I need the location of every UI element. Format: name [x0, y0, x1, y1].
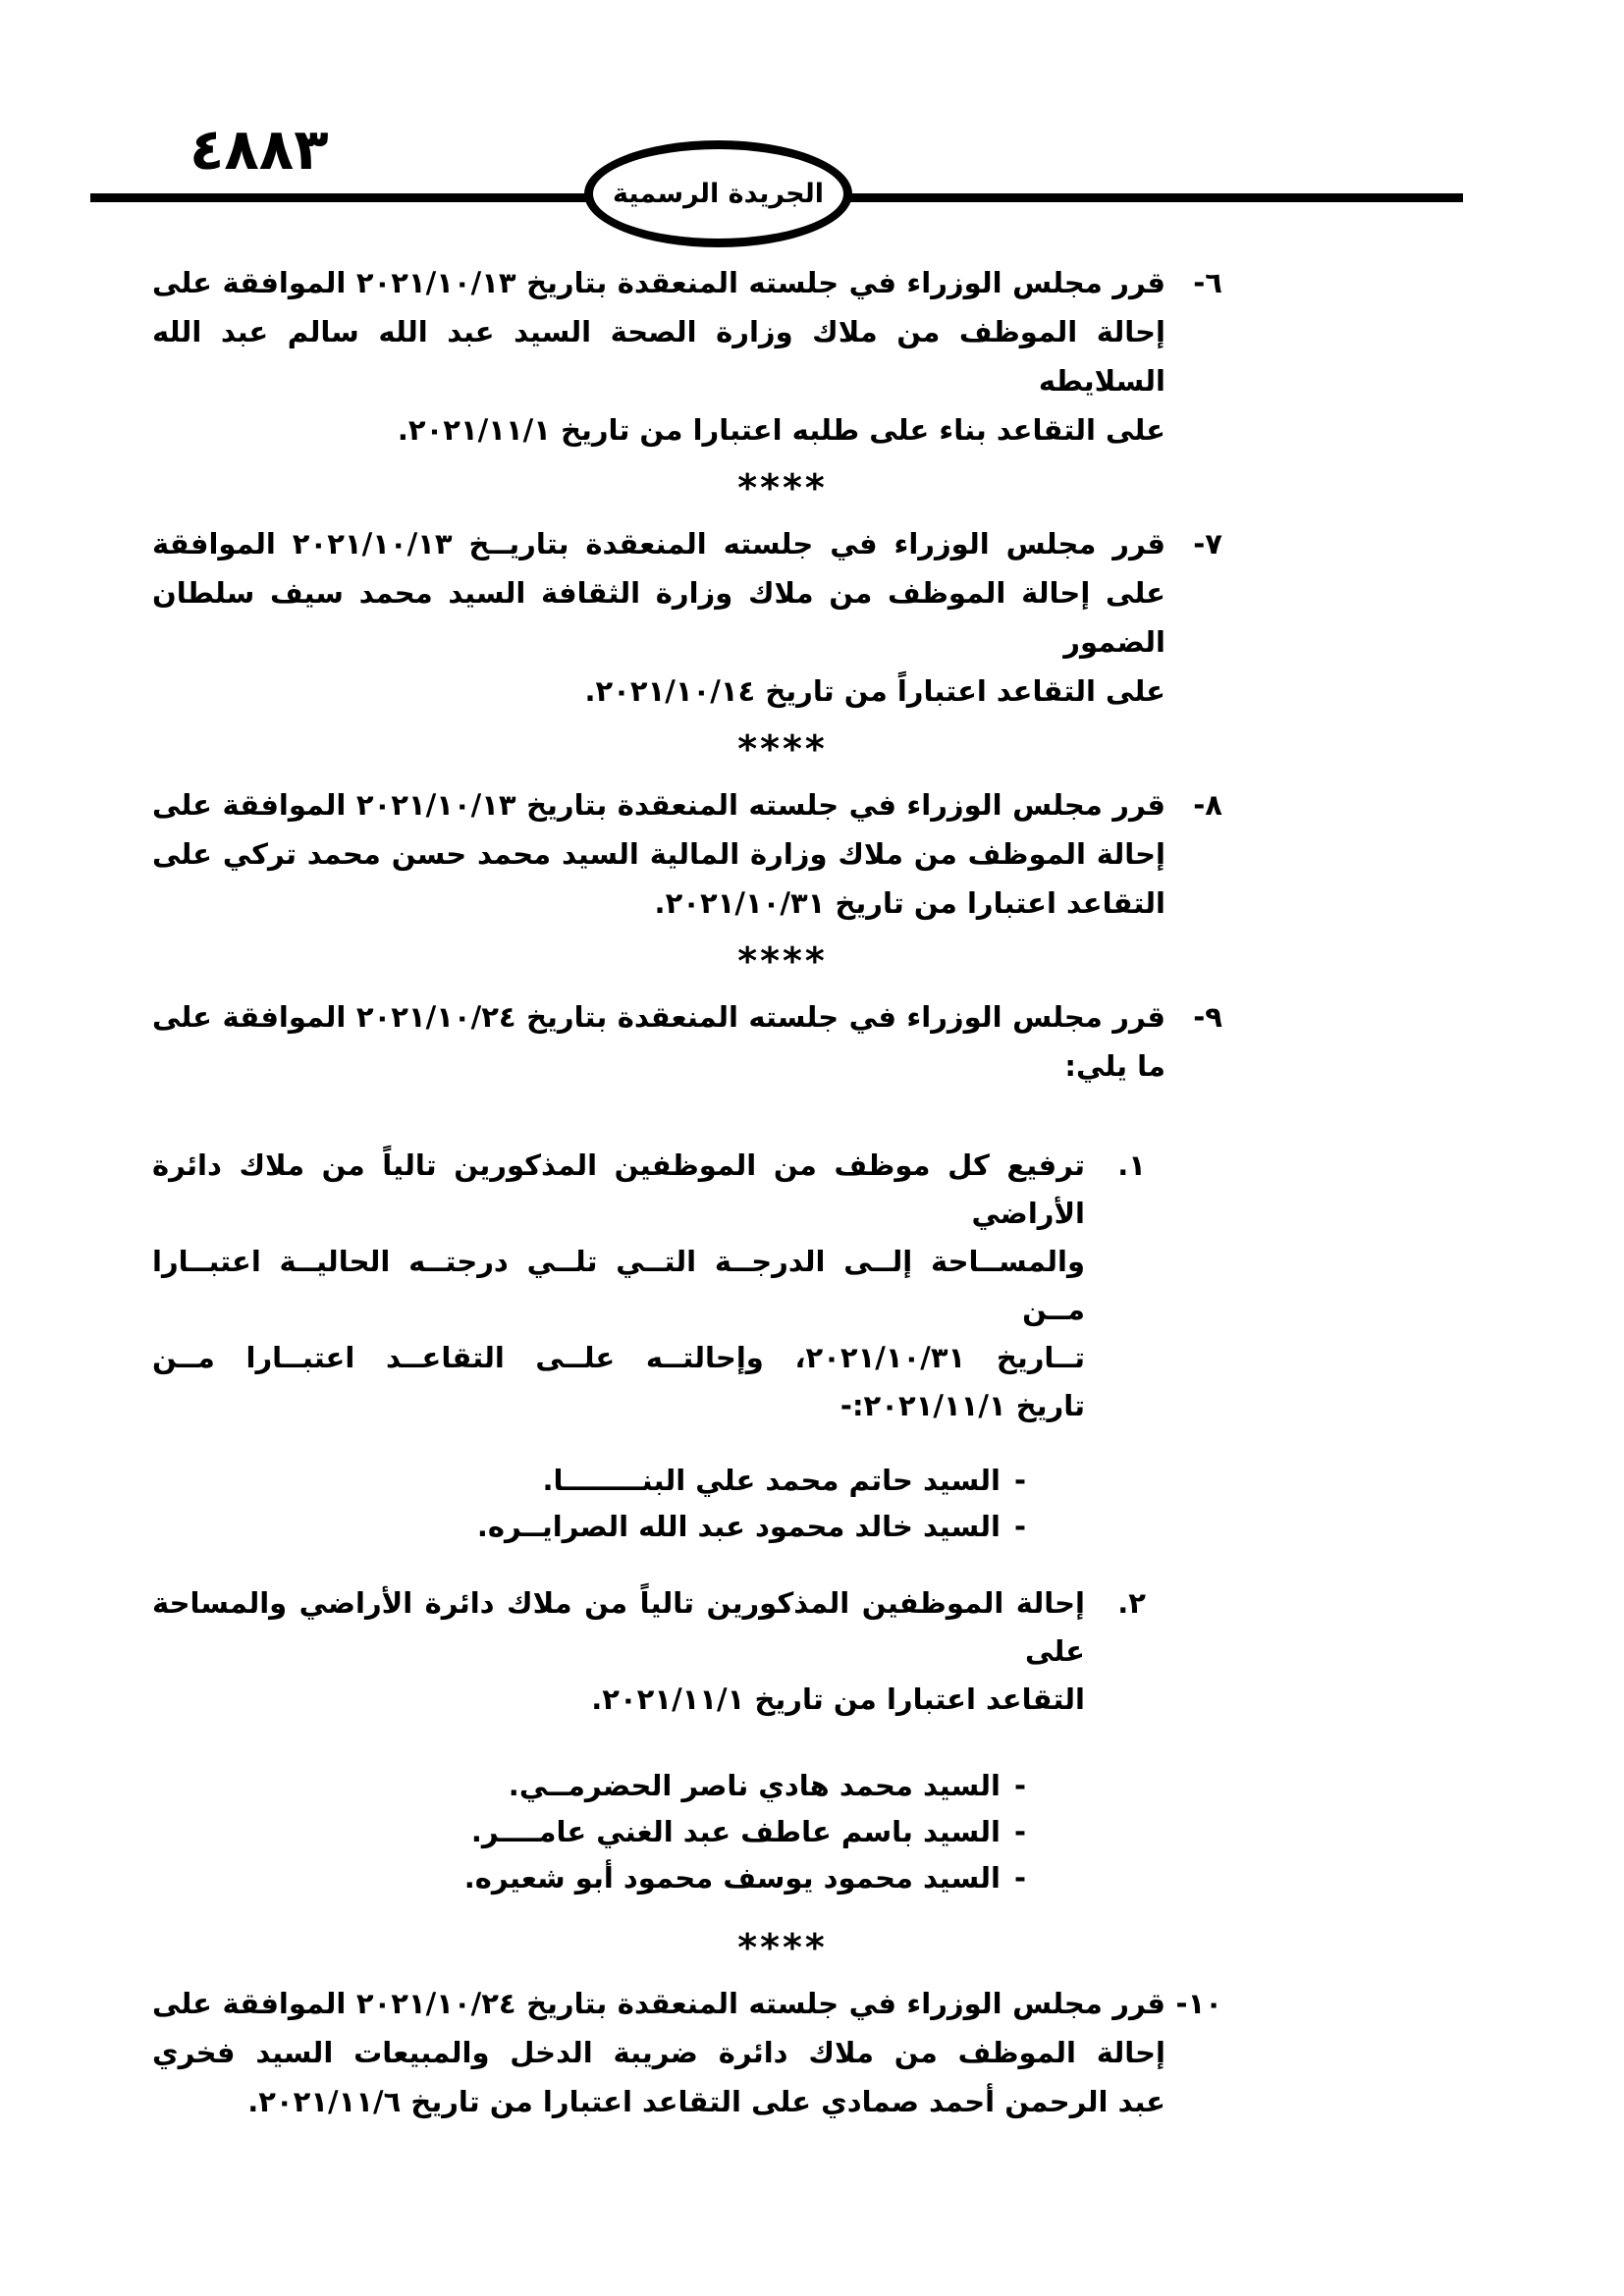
name-row	[152, 1763, 1026, 1809]
decision-text	[152, 780, 1165, 928]
sub-decision-text	[152, 1579, 1085, 1724]
item-number: ٧-	[1193, 527, 1222, 561]
person-name: السيد محمد هادي ناصر الحضرمــي.	[508, 1769, 1001, 1802]
names-list-2	[152, 1763, 1222, 1901]
item-number: ١٠-	[1175, 1987, 1222, 2020]
section-separator: ****	[737, 727, 828, 771]
item-number: ٦-	[1193, 266, 1222, 299]
text-line: والمســاحة إلــى الدرجــة التــي تلــي درجتــه الحاليــة اعتبــارا مــن	[152, 1245, 1085, 1326]
text-line: تاريخ ٢٠٢١/١١/١:-	[839, 1389, 1085, 1422]
decision-item-7	[152, 519, 1222, 716]
text-line: ما يلي:	[1064, 1049, 1165, 1083]
item-number: ٨-	[1193, 788, 1222, 822]
decision-text	[152, 519, 1165, 716]
text-line: على إحالة الموظف من ملاك وزارة الثقافة السيد محمد سيف سلطان الضمور	[152, 576, 1165, 659]
dash-bullet: -	[1013, 1815, 1026, 1848]
person-name: السيد حاتم محمد علي البنــــــــا.	[542, 1464, 1001, 1497]
decision-text	[152, 1979, 1165, 2126]
text-line: على التقاعد اعتباراً من تاريخ ٢٠٢١/١٠/١٤.	[584, 674, 1165, 708]
text-line: تــاريخ ٢٠٢١/١٠/٣١، وإحالتــه علــى التقاعــد اعتبــارا مــن	[152, 1341, 1086, 1374]
decision-item-6	[152, 258, 1222, 454]
page-number: ٤٨٨٣	[189, 116, 329, 183]
name-row	[152, 1809, 1026, 1855]
sub-decision-1	[152, 1142, 1222, 1430]
name-row	[152, 1504, 1026, 1550]
dash-bullet: -	[1013, 1510, 1026, 1543]
decision-item-10	[152, 1979, 1222, 2126]
text-line: إحالة الموظف من ملاك دائرة ضريبة الدخل والمبيعات السيد فخري	[152, 2036, 1165, 2069]
section-separator: ****	[737, 466, 828, 509]
sub-item-number: ٢.	[1117, 1586, 1146, 1620]
text-line: قرر مجلس الوزراء في جلسته المنعقدة بتاريخ ٢٠٢١/١٠/٢٤ الموافقة على	[152, 1000, 1165, 1034]
section-separator: ****	[737, 939, 828, 983]
name-row	[152, 1458, 1026, 1504]
section-separator: ****	[737, 1926, 828, 1969]
decision-item-9	[152, 992, 1222, 1091]
text-line: قرر مجلس الوزراء في جلسته المنعقدة بتاريخ ٢٠٢١/١٠/١٣ الموافقة على	[152, 788, 1165, 822]
names-list-1	[152, 1458, 1222, 1550]
dash-bullet: -	[1013, 1861, 1026, 1895]
sub-item-number: ١.	[1117, 1148, 1146, 1182]
text-line: إحالة الموظف من ملاك وزارة المالية السيد محمد حسن محمد تركي على	[152, 837, 1165, 871]
person-name: السيد باسم عاطف عبد الغني عامــــر.	[470, 1815, 1001, 1848]
decision-text	[152, 258, 1165, 454]
person-name: السيد محمود يوسف محمود أبو شعيره.	[463, 1861, 1001, 1895]
content-column	[152, 248, 1222, 2126]
dash-bullet: -	[1013, 1769, 1026, 1802]
text-line: التقاعد اعتبارا من تاريخ ٢٠٢١/١٠/٣١.	[654, 886, 1165, 920]
dash-bullet: -	[1013, 1464, 1026, 1497]
decision-text	[152, 992, 1165, 1091]
text-line: ترفيع كل موظف من الموظفين المذكورين تالياً من ملاك دائرة الأراضي	[152, 1148, 1085, 1230]
item-number: ٩-	[1193, 1000, 1222, 1034]
text-line: قرر مجلس الوزراء في جلسته المنعقدة بتاريخ ٢٠٢١/١٠/١٣ الموافقة على	[152, 266, 1165, 299]
text-line: إحالة الموظف من ملاك وزارة الصحة السيد عبد الله سالم عبد الله السلايطه	[152, 315, 1165, 398]
text-line: على التقاعد بناء على طلبه اعتبارا من تاريخ ٢٠٢١/١١/١.	[397, 413, 1165, 447]
decision-item-8	[152, 780, 1222, 928]
gazette-title: الجريدة الرسمية	[613, 179, 824, 209]
text-line: قرر مجلس الوزراء في جلسته المنعقدة بتاريخ ٢٠٢١/١٠/٢٤ الموافقة على	[152, 1987, 1165, 2020]
person-name: السيد خالد محمود عبد الله الصرايــره.	[476, 1510, 1001, 1543]
text-line: عبد الرحمن أحمد صمادي على التقاعد اعتبارا من تاريخ ٢٠٢١/١١/٦.	[247, 2085, 1165, 2118]
text-line: قرر مجلس الوزراء في جلسته المنعقدة بتاريــخ ٢٠٢١/١٠/١٣ الموافقة	[152, 527, 1165, 561]
text-line: التقاعد اعتبارا من تاريخ ٢٠٢١/١١/١.	[591, 1682, 1085, 1716]
name-row	[152, 1855, 1026, 1901]
sub-decision-text	[152, 1142, 1085, 1430]
sub-decision-2	[152, 1579, 1222, 1724]
text-line: إحالة الموظفين المذكورين تالياً من ملاك دائرة الأراضي والمساحة على	[152, 1586, 1085, 1668]
gazette-title-oval	[584, 140, 852, 247]
